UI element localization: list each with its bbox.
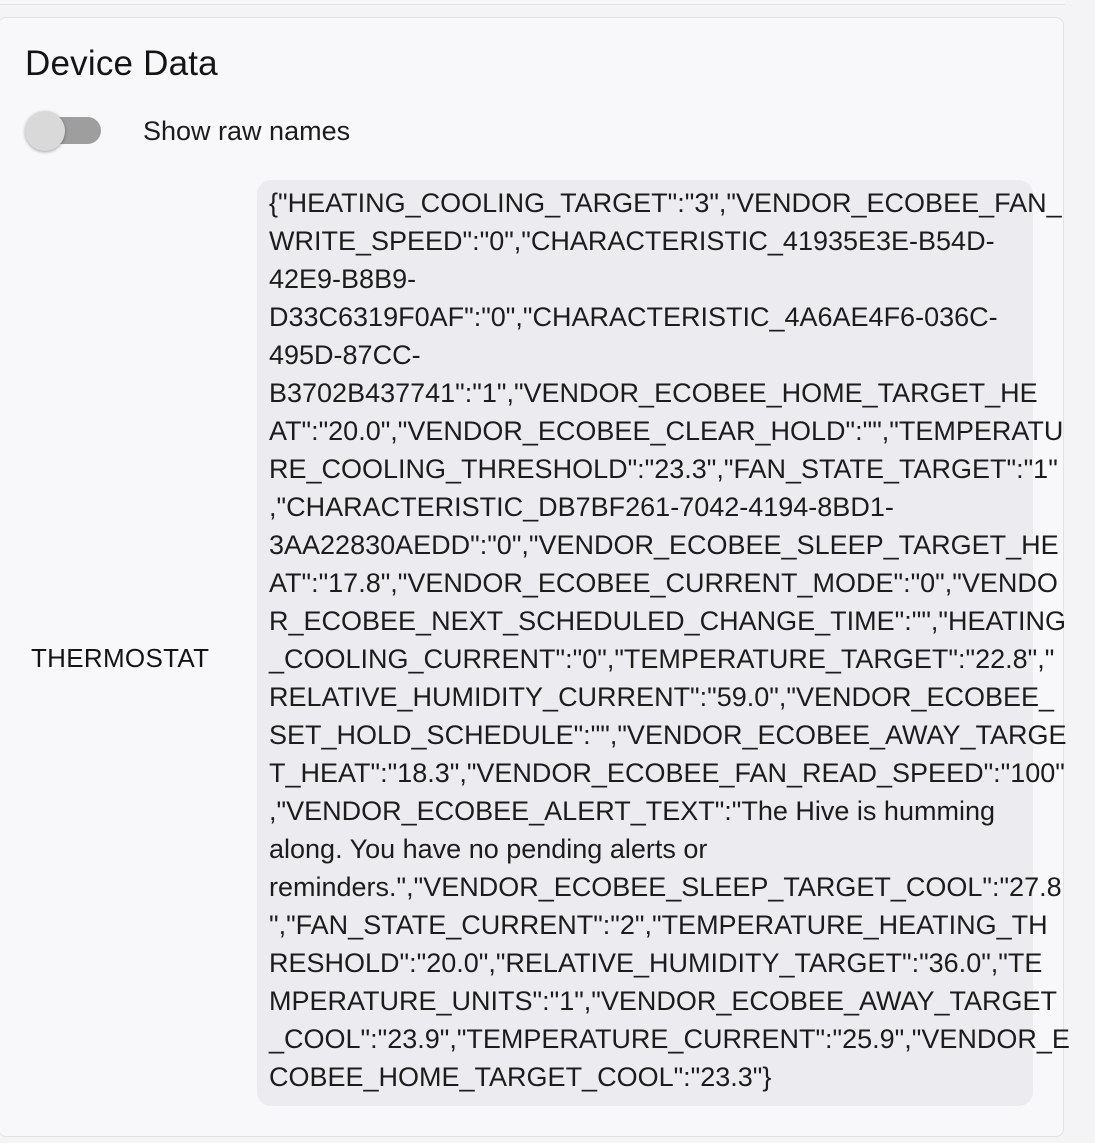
value-line: {"HEATING_COOLING_TARGET":"3","VENDOR_ECOBEE_FAN_ — [269, 188, 1062, 218]
value-line: AT":"17.8","VENDOR_ECOBEE_CURRENT_MODE":"0","VENDO — [269, 568, 1058, 598]
top-divider — [0, 0, 1065, 5]
value-line: RESHOLD":"20.0","RELATIVE_HUMIDITY_TARGET":"36.0","TE — [269, 948, 1043, 978]
device-row-label: THERMOSTAT — [31, 643, 210, 673]
value-line: RE_COOLING_THRESHOLD":"23.3","FAN_STATE_TARGET":"1" — [269, 454, 1058, 484]
show-raw-names-label: Show raw names — [143, 116, 351, 146]
value-line: _COOLING_CURRENT":"0","TEMPERATURE_TARGET":"22.8"," — [269, 644, 1055, 674]
value-line: 495D-87CC- — [269, 340, 421, 370]
value-line: R_ECOBEE_NEXT_SCHEDULED_CHANGE_TIME":"","HEATING — [269, 606, 1067, 636]
value-line: ,"CHARACTERISTIC_DB7BF261-7042-4194-8BD1- — [269, 492, 894, 522]
value-line: ,"VENDOR_ECOBEE_ALERT_TEXT":"The Hive is humming — [269, 796, 995, 826]
toggle-thumb — [25, 111, 65, 151]
value-line: reminders.","VENDOR_ECOBEE_SLEEP_TARGET_COOL":"27.8 — [269, 872, 1062, 902]
value-line: D33C6319F0AF":"0","CHARACTERISTIC_4A6AE4F6-036C- — [269, 302, 998, 332]
value-line: along. You have no pending alerts or — [269, 834, 708, 864]
value-line: WRITE_SPEED":"0","CHARACTERISTIC_41935E3E-B54D- — [269, 226, 995, 256]
value-line: 3AA22830AEDD":"0","VENDOR_ECOBEE_SLEEP_TARGET_HE — [269, 530, 1059, 560]
value-line: 42E9-B8B9- — [269, 264, 417, 294]
device-raw-value — [257, 180, 1070, 1106]
value-line: B3702B437741":"1","VENDOR_ECOBEE_HOME_TARGET_HE — [269, 378, 1038, 408]
show-raw-names-toggle[interactable] — [25, 111, 103, 151]
value-line: ","FAN_STATE_CURRENT":"2","TEMPERATURE_HEATING_TH — [269, 910, 1048, 940]
value-line: COBEE_HOME_TARGET_COOL":"23.3"} — [269, 1062, 772, 1092]
value-line: AT":"20.0","VENDOR_ECOBEE_CLEAR_HOLD":"","TEMPERATU — [269, 416, 1064, 446]
device-data-card — [0, 17, 1070, 1137]
value-line: SET_HOLD_SCHEDULE":"","VENDOR_ECOBEE_AWAY_TARGE — [269, 720, 1067, 750]
value-line: T_HEAT":"18.3","VENDOR_ECOBEE_FAN_READ_SPEED":"100" — [269, 758, 1065, 788]
value-line: RELATIVE_HUMIDITY_CURRENT":"59.0","VENDOR_ECOBEE_ — [269, 682, 1055, 712]
value-line: MPERATURE_UNITS":"1","VENDOR_ECOBEE_AWAY_TARGET — [269, 986, 1057, 1016]
card-title: Device Data — [25, 44, 218, 83]
value-line: _COOL":"23.9","TEMPERATURE_CURRENT":"25.9","VENDOR_E — [269, 1024, 1070, 1054]
